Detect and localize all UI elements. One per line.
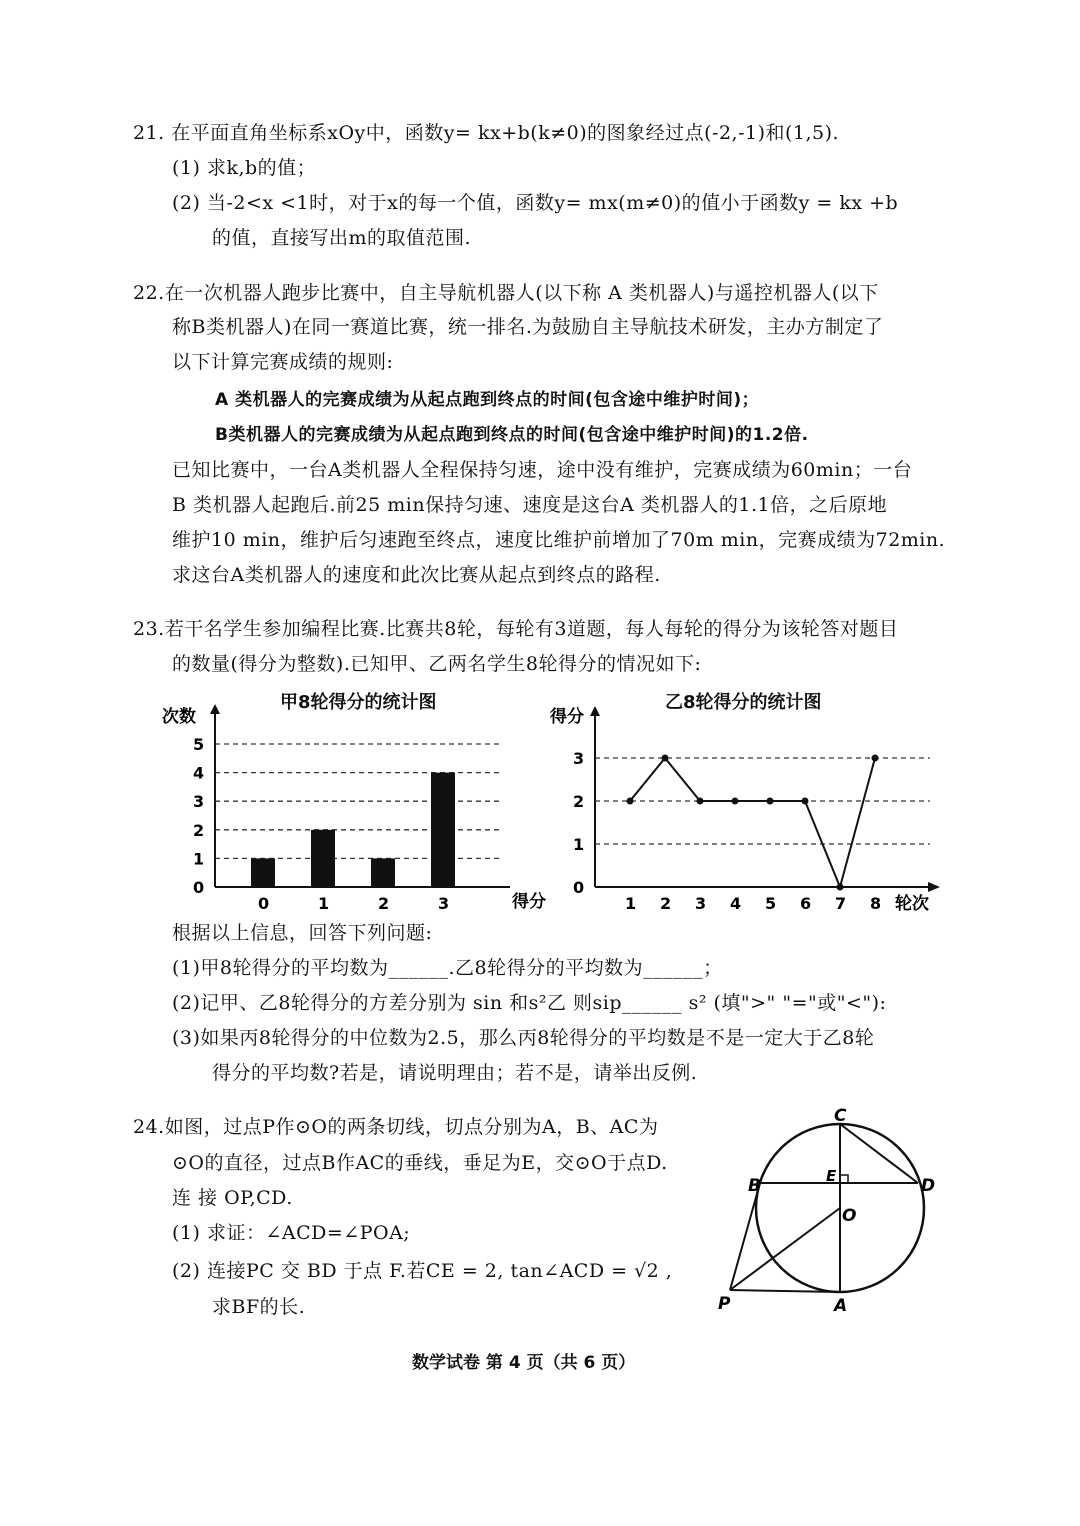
q22-rule-b: B类机器人的完赛成绩为从起点跑到终点的时间(包含途中维护时间)的1.2倍. bbox=[215, 425, 809, 445]
y-tick-label: 5 bbox=[193, 735, 205, 754]
q23-part-4: 得分的平均数?若是，请说明理由；若不是，请举出反例. bbox=[212, 1062, 698, 1084]
tangent-pb bbox=[730, 1183, 760, 1290]
x-tick-label: 8 bbox=[870, 894, 882, 913]
x-tick-label: 1 bbox=[318, 894, 330, 913]
q23-line-1: 23.若干名学生参加编程比赛.比赛共8轮，每轮有3道题，每人每轮的得分为该轮答对题目 bbox=[133, 618, 899, 640]
q23-part-1: (1)甲8轮得分的平均数为______.乙8轮得分的平均数为______； bbox=[172, 957, 723, 979]
x-axis-label: 轮次 bbox=[895, 894, 929, 914]
data-point bbox=[872, 755, 879, 762]
q22-line-3: 以下计算完赛成绩的规则: bbox=[172, 351, 394, 373]
q21-line-4: 的值，直接写出m的取值范围. bbox=[212, 227, 472, 249]
y-tick-label: 3 bbox=[193, 792, 205, 812]
y-axis-arrow bbox=[210, 704, 220, 714]
chart-b-line-chart bbox=[540, 700, 940, 920]
label-p: P bbox=[718, 1294, 731, 1314]
y-tick-label: 2 bbox=[573, 792, 585, 811]
label-a: A bbox=[834, 1296, 848, 1316]
q22-line-5: B 类机器人起跑后.前25 min保持匀速、速度是这台A 类机器人的1.1倍，之后原地 bbox=[172, 494, 888, 516]
page-footer: 数学试卷 第 4 页（共 6 页） bbox=[412, 1353, 636, 1373]
x-axis-arrow bbox=[928, 882, 940, 892]
x-tick-label: 6 bbox=[800, 894, 812, 913]
bar bbox=[431, 773, 455, 887]
segment-op bbox=[730, 1208, 840, 1290]
y-axis-arrow bbox=[590, 706, 600, 716]
q23-after-text: 根据以上信息，回答下列问题: bbox=[172, 922, 433, 944]
series-line bbox=[630, 758, 875, 887]
data-point bbox=[662, 755, 669, 762]
chart-a-bar-chart bbox=[160, 700, 546, 920]
q23-part-3: (3)如果丙8轮得分的中位数为2.5，那么丙8轮得分的平均数是不是一定大于乙8轮 bbox=[172, 1027, 875, 1049]
y-tick-label: 0 bbox=[193, 878, 205, 897]
q21-line-3: (2) 当-2<x <1时，对于x的每一个值，函数y= mx(m≠0)的值小于函数y = kx +b bbox=[172, 192, 899, 214]
q22-line-2: 称B类机器人)在同一赛道比赛，统一排名.为鼓励自主导航技术研发，主办方制定了 bbox=[172, 316, 884, 338]
label-b: B bbox=[748, 1176, 761, 1196]
data-point bbox=[732, 798, 739, 805]
x-tick-label: 7 bbox=[835, 894, 847, 913]
bar bbox=[371, 858, 395, 887]
x-tick-label: 0 bbox=[258, 894, 270, 913]
q22-rule-a: A 类机器人的完赛成绩为从起点跑到终点的时间(包含途中维护时间)； bbox=[215, 390, 760, 410]
data-point bbox=[697, 798, 704, 805]
data-point bbox=[767, 798, 774, 805]
q24-line-6: 求BF的长. bbox=[212, 1296, 306, 1318]
q23-part-2: (2)记甲、乙8轮得分的方差分别为 sin 和s²乙 则sip______ s² (填">" "="或"<"): bbox=[172, 992, 887, 1014]
geometry-figure bbox=[700, 1105, 960, 1320]
q21-line-2: (1) 求k,b的值； bbox=[172, 157, 317, 179]
x-tick-label: 1 bbox=[625, 894, 637, 913]
y-tick-label: 0 bbox=[573, 878, 585, 897]
x-tick-label: 3 bbox=[438, 894, 450, 913]
bar bbox=[251, 858, 275, 887]
x-axis-label: 得分 bbox=[512, 892, 546, 912]
label-e: E bbox=[826, 1167, 837, 1185]
label-o: O bbox=[842, 1206, 857, 1226]
q24-line-3: 连 接 OP,CD. bbox=[172, 1187, 293, 1209]
data-point bbox=[837, 884, 844, 891]
label-d: D bbox=[921, 1176, 936, 1196]
chart-b-title: 乙8轮得分的统计图 bbox=[665, 692, 822, 713]
y-tick-label: 4 bbox=[193, 763, 205, 783]
q22-line-6: 维护10 min，维护后匀速跑至终点，速度比维护前增加了70m min，完赛成绩为72min. bbox=[172, 529, 946, 551]
y-tick-label: 1 bbox=[193, 849, 205, 869]
bar bbox=[311, 830, 335, 887]
y-tick-label: 1 bbox=[573, 835, 585, 854]
x-tick-label: 5 bbox=[765, 894, 777, 913]
label-c: C bbox=[834, 1106, 847, 1126]
y-tick-label: 2 bbox=[193, 820, 205, 840]
x-tick-label: 3 bbox=[695, 894, 707, 913]
q24-line-2: ⊙O的直径，过点B作AC的垂线，垂足为E，交⊙O于点D. bbox=[172, 1152, 668, 1174]
q21-line-1: 21. 在平面直角坐标系xOy中，函数y= kx+b(k≠0)的图象经过点(-2,-1)和(1,5). bbox=[133, 122, 840, 144]
q22-line-7: 求这台A类机器人的速度和此次比赛从起点到终点的路程. bbox=[172, 564, 661, 586]
chart-a-title: 甲8轮得分的统计图 bbox=[280, 692, 437, 713]
q22-line-4: 已知比赛中，一台A类机器人全程保持匀速，途中没有维护，完赛成绩为60min；一台 bbox=[172, 459, 913, 481]
y-tick-label: 3 bbox=[573, 749, 585, 768]
y-axis-label: 次数 bbox=[162, 707, 196, 727]
right-angle-mark bbox=[840, 1175, 848, 1183]
data-point bbox=[802, 798, 809, 805]
q24-line-4: (1) 求证：∠ACD=∠POA; bbox=[172, 1222, 411, 1244]
x-tick-label: 4 bbox=[730, 894, 742, 913]
q23-line-2: 的数量(得分为整数).已知甲、乙两名学生8轮得分的情况如下: bbox=[172, 653, 702, 675]
x-tick-label: 2 bbox=[660, 894, 672, 913]
x-tick-label: 2 bbox=[378, 894, 390, 913]
q24-line-1: 24.如图，过点P作⊙O的两条切线，切点分别为A，B、AC为 bbox=[133, 1116, 659, 1138]
y-axis-label: 得分 bbox=[550, 707, 584, 727]
q22-line-1: 22.在一次机器人跑步比赛中，自主导航机器人(以下称 A 类机器人)与遥控机器人(以下 bbox=[133, 282, 879, 304]
data-point bbox=[627, 798, 634, 805]
q24-line-5: (2) 连接PC 交 BD 于点 F.若CE = 2, tan∠ACD = √2 , bbox=[172, 1260, 673, 1282]
